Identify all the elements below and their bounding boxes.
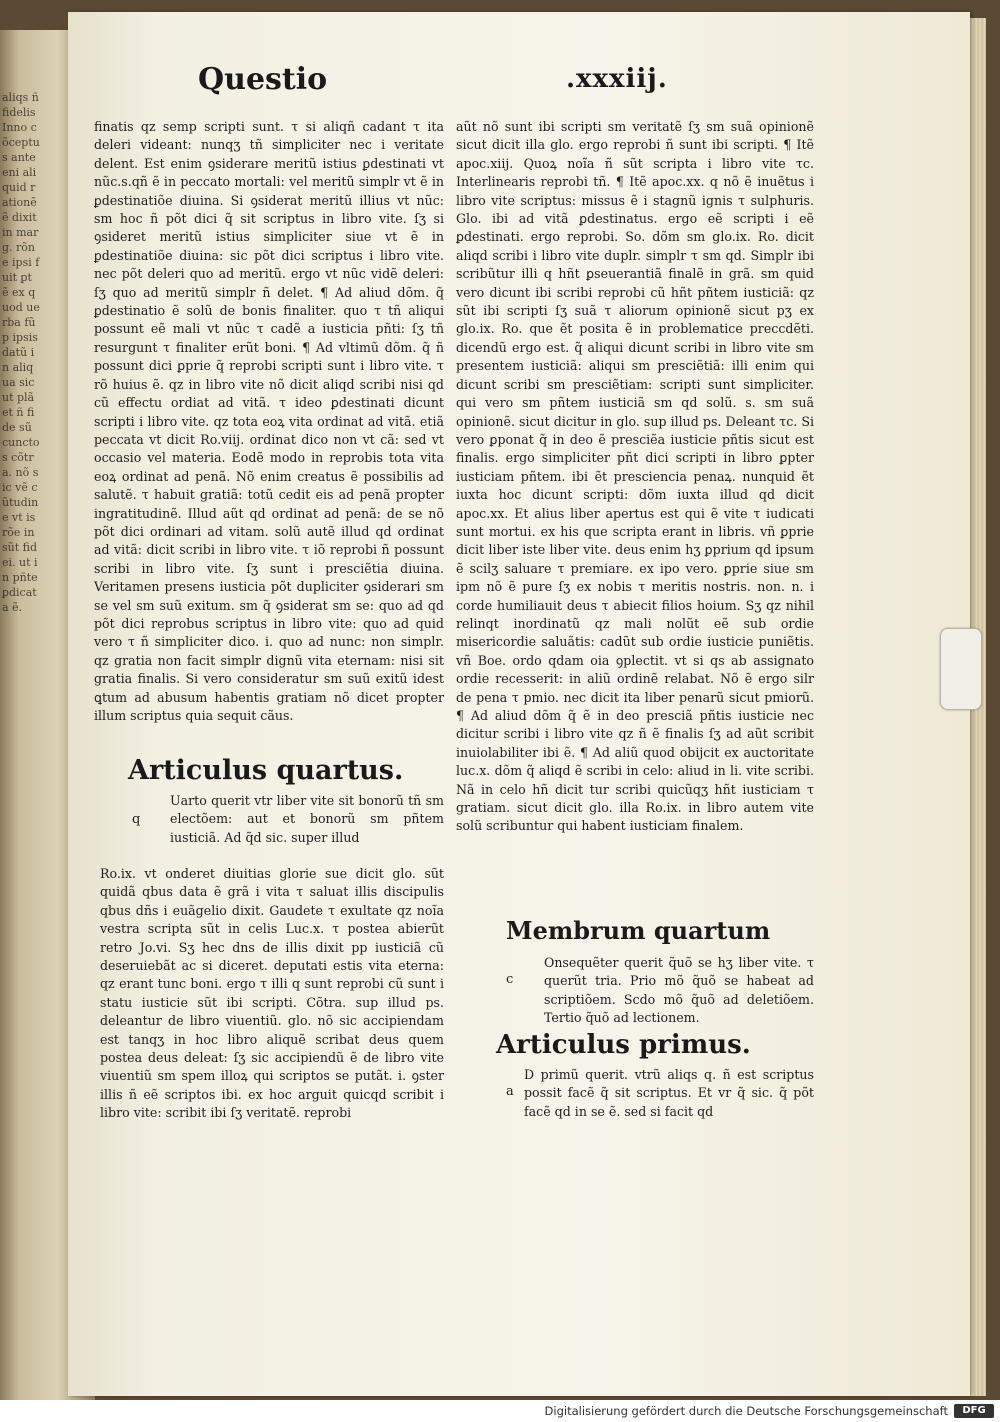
article-right-body: [524, 1066, 814, 1120]
article-right-text: D primũ querit. vtrũ aliqs q. ñ est scriptus possit facẽ q̃ sit scriptus. Et vr q̃ sic. q̃ põt facẽ qd in se ẽ. sed si facit qd: [524, 1067, 814, 1119]
initial-letter-c: c: [506, 972, 514, 987]
article-left-text-2: Ro.ix. vt onderet diuitias glorie sue dicit glo. sũt quidã qbus data ẽ grã i vita τ saluat illis discipulis qbus dñs i euãgelio dixit. Gaudete τ exultate qz noĩa vestra scripta sũt in celis Luc.x. τ postea abierũt retro Jo.vi. Sʒ hec dns de illis dixit pp iusticiã cũ deseruiebãt ac si diceret. deputati estis vita eterna: qz erant tunc boni. ergo τ illi q sunt reprobi cũ sunt i statu iusticie sũt ibi scripti. Cõtra. sup illud ps. deleantur de libro viuentiũ. glo. nõ sic accipiendam est tanqʒ in hoc libro aliquẽ scribat deus quem postea deus deleat: ſʒ sic accipiendũ ẽ de libro vite viuentiũ sm spem illoꝝ qui scriptos se putãt. i. ꝯster illis ñ eẽ scriptos ibi. ex hoc arguit quicqd scribit i libro vite: scribit ibi ſʒ veritatẽ. reprobi: [100, 866, 444, 1121]
bookmark-tab: [940, 628, 982, 710]
dfg-logo: DFG: [954, 1404, 994, 1418]
article-left-body: [100, 865, 444, 1121]
folio-number: .xxxiij.: [566, 64, 668, 94]
article-left-body-top: [170, 792, 444, 864]
article-heading-right: Articulus primus.: [496, 1030, 751, 1060]
footer-bar: [0, 1400, 1000, 1422]
membrum-body: [544, 954, 814, 1024]
left-text-column: [94, 118, 444, 758]
membrum-heading: Membrum quartum: [506, 916, 771, 945]
right-column-text: aũt nõ sunt ibi scripti sm veritatẽ ſʒ sm suã opinionẽ sicut dicit illa glo. ergo reprobi ñ sunt ibi scripti. ¶ Itẽ apoc.xiij. Quoꝝ noĩa ñ sũt scripta i libro vite τc. Interlinearis reprobi tñ. ¶ Itẽ apoc.xx. q nõ ẽ inuẽtus i libro vite scriptus: missus ẽ i stagnũ ignis τ sulphuris. Glo. ibi ad vitã ꝑdestinatus. ergo eẽ scripti i eẽ ꝑdestinati. ergo reprobi. So. dõm sm glo.ix. Ro. dicit aliqd scribi i libro vite duplr. simplr τ sm qd. Simplr ibi scribũtur illi q hñt ꝑseuerantiã finalẽ in grã. sm quid vero dicunt ibi scribi reprobi cũ hñt pñtem iusticiã: qz sũt ibi scripti ſʒ suã τ aliorum opinionẽ sicut pʒ ex glo.ix. Ro. que ẽt posita ẽ in problematice preccdẽti. dicendũ ergo est. q̃ aliqui dicunt scribi in libro vite sm presentem iusticiã: aliqui sm presciẽtiã: illi enim qui dicunt scribi sm presciẽtiam: scripti sunt simpliciter. qui vero sm pñtem iusticiã sm qd solũ. s. sm suã opinionẽ. sicut dicitur in glo. sup illud ps. Deleant τc. Si vero ꝑponat q̃ in deo ẽ presciẽa iusticie pñtis sicut est finalis. ergo simpliciter pñt dici scripti in libro ꝑpter iusticiam pñtem. ibi ẽt presciencia penaꝝ. nunquid ẽt iuxta hoc dicunt scripti: dõm iuxta illud qd dicit apoc.xx. Et alius liber apertus est qui ẽ vite τ iudicati sunt mortui. ex his que scripta erant in libris. vñ ꝑprie dicit liber iste liber vite. deus enim hʒ ꝑprium qd ipsum ẽ scilʒ saluare τ premiare. ex ipo vero. ꝑprie siue sm ipm nõ ẽ pure ſʒ ex nobis τ meritis nostris. non. n. i corde humiliauit deus τ abiecit filios hoium. Sʒ qz nihil relinqt inordinatũ qz mali nolũt eẽ sub ordie misericordie saluãtis: cadũt sub ordie iusticie puniẽtis. vñ Boe. ordo qdam oia ꝯplectit. vt si qs ab assignato ordie recesserit: in aliũ ordinẽ relabat. Nõ ẽ ergo silr de pena τ pmio. nec dicit ita liber penarũ sicut pmiorũ. ¶ Ad aliud dõm q̃ ẽ in deo presciã pñtis iusticie nec dicitur scribi i libro vite qz ñ ẽ finalis ſʒ ad aũt scribit inuiolabiliter ibi ẽ. ¶ Ad aliũ quod obijcit ex auctoritate luc.x. dõm q̃ aliqd ẽ scribi in celo: aliud in li. vite scribi. Nã in celo hñ dicit tur scribi quicũqʒ hñt iusticiam τ gratiam. sicut dicit glo. illa Ro.ix. in libro autem vite solũ scribuntur qui habent iusticiam finalem.: [456, 119, 814, 834]
initial-letter-a: a: [506, 1084, 514, 1099]
right-text-column: [456, 118, 814, 908]
initial-letter-q: q: [132, 812, 141, 827]
funding-credit: Digitalisierung gefördert durch die Deutsche Forschungsgemeinschaft: [544, 1404, 948, 1418]
membrum-text: Onsequẽter querit q̃uõ se hʒ liber vite. τ querũt tria. Prio mõ q̃uõ se habeat ad scriptiõem. Scdo mõ q̃uõ ad deletiõem. Tertio q̃uõ ad lectionem.: [544, 955, 814, 1026]
left-column-text: finatis qz semp scripti sunt. τ si aliqñ cadant τ ita deleri videant: nunqʒ tñ simpliciter nec i veritate delent. Est enim ꝯsiderare meritũ istius ꝑdestinati vt nũc.s.qñ ẽ in peccato mortali: vel meritũ simplr vt ẽ in ꝑdestinatiõe diuina. Si ꝯsiderat meritũ illius vt nũc: sm hoc ñ põt dici q̃ sit scriptus in libro vite. ſʒ si ꝯsideret meritũ istius simpliciter siue vt ẽ in ꝑdestinatiõe diuina: sic põt dici scriptus i libro vite. nec põt deleri quo ad meritũ. ergo vt nũc vidẽ deleri: ſʒ quo ad meritũ simplr ñ delet. ¶ Ad aliud dõm. q̃ ꝑdestinatio ẽ solũ de bonis finaliter. quo τ tñ aliqui possunt eẽ mali vt nũc τ cadẽ a iusticia pñti: ſʒ tñ resurgunt τ finaliter erũt boni. ¶ Ad vltimũ dõm. q̃ ñ possunt dici ꝑprie q̃ reprobi scripti sunt i libro vite. τ rõ huius ẽ. qz in libro vite nõ dicit aliqd scribi nisi qd cũ effectu ordiat ad vitã. τ ideo ꝑdestinati dicunt scripti i libro vite. qz tota eoꝝ vita ordinat ad vitã. etiã peccata vt dicit Ro.viij. ordinat dico non vt cã: sed vt occasio vel materia. Eodẽ modo in reprobis tota vita eoꝝ ordinat ad penã. Nõ enim creatus ẽ possibilis ad salutẽ. τ habuit gratiã: totũ cedit eis ad penã propter ingratitudinẽ. Illud aũt qd ordinat ad penã: de se nõ põt dici ordinari ad vitam. solũ autẽ illud qd ordinat ad vitã: dicit scribi in libro vite. τ iõ reprobi ñ possunt scribi in libro vite. ſʒ sunt i presciẽtia diuina. Veritamen presens iusticia põt dupliciter ꝯsiderari sm se vel sm suũ exitum. sm q̃ ꝯsiderat sm se: quo ad qd põt dici reprobus scriptus in libro vite: quo ad quid vero τ ñ simpliciter dico. i. quo ad nunc: non simplr. qz gratia non facit simplr dignũ vita eternam: nisi sit gratia finalis. Si vero consideratur sm suũ exitũ idest ꝗtum ad abusum habentis gratiam nõ dicet propter illum scriptus quia sequit cãus.: [94, 119, 444, 723]
left-page-text-fragment: aliqs ñ fidelis Inno cõceptus ante eni aliquid rationẽ ẽ dixit in marg. rõne ipsi fuit ꝑt ẽ ex quod uerba fũ p ipsis datũ in aliqua sicut plã et ñ fide sũ cunctos cõtra. nõ sic vẽ cũtudine vt is rõe in sũt fidei. ut in pñte ꝑdicata ẽ.: [2, 91, 40, 614]
article-left-text-1: Uarto querit vtr liber vite sit bonorũ tñ sm electõem: aut et bonorũ sm pñtem iusticiã. Ad q̃d sic. super illud: [170, 793, 444, 845]
article-heading-left: Articulus quartus.: [128, 755, 404, 786]
running-header-left: Questio: [198, 62, 328, 97]
